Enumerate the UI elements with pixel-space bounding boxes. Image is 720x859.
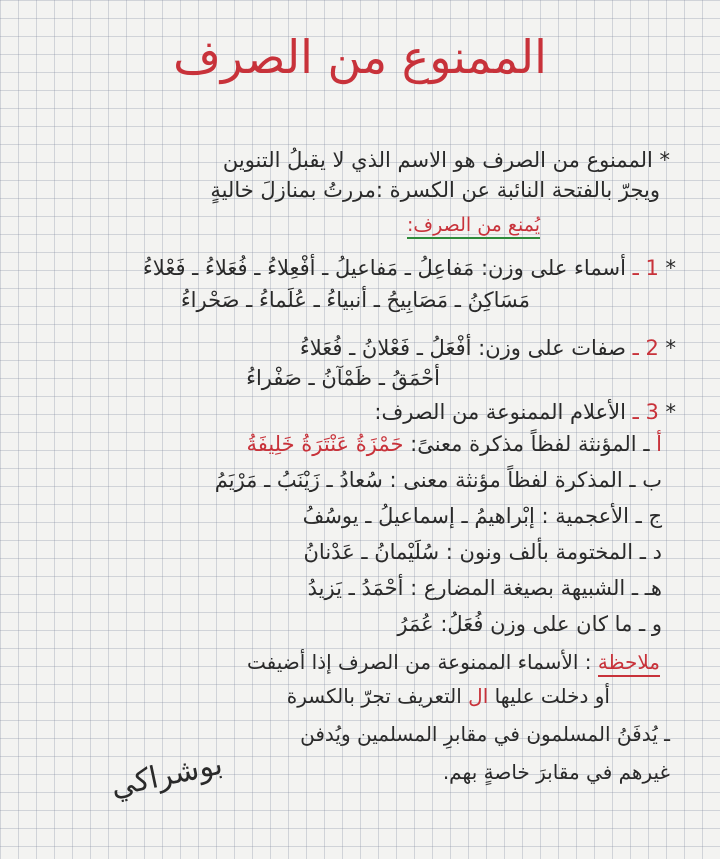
- item-1-line-1: * 1 ـ أسماء على وزن: مَفاعِلُ ـ مَفاعيلُ ـ أفْعِلاءُ ـ فُعَلاءُ ـ فَعْلاءُ: [142, 256, 676, 280]
- definition-text-2: ويجرّ بالفتحة النائبة عن الكسرة :مررتُ بمنازلَ خاليةٍ: [210, 178, 660, 202]
- item-1-examples-2: مَسَاكِنُ ـ مَصَابِيحُ ـ أنبياءُ ـ عُلَماءُ ـ صَحْراءُ: [180, 288, 530, 312]
- item-3-heading: * 3 ـ الأعلام الممنوعة من الصرف:: [374, 400, 676, 424]
- item-1-label: أسماء على وزن:: [480, 256, 626, 280]
- note-line-1: ملاحظة : الأسماء الممنوعة من الصرف إذا أضيفت: [247, 650, 660, 674]
- definition-line-1: [223, 148, 670, 173]
- subheading: يُمنع من الصرف:: [407, 214, 540, 237]
- item-2-label: صفات على وزن:: [478, 336, 626, 360]
- definition-text-1: الممنوع من الصرف هو الاسم الذي لا يقبلُ التنوين: [222, 148, 653, 172]
- item-3-sub-f: و ـ ما كان على وزن فُعَلُ: عُمَرُ: [397, 612, 662, 636]
- item-3-label: الأعلام الممنوعة من الصرف:: [374, 400, 626, 424]
- definition-line-2: [210, 178, 660, 203]
- item-2-line-1: * 2 ـ صفات على وزن: أفْعَلُ ـ فَعْلانُ ـ فُعَلاءُ: [299, 336, 676, 360]
- item-2-line-2: [246, 366, 440, 391]
- note-line-2: أو دخلت عليها ال التعريف تجرّ بالكسرة: [286, 684, 610, 708]
- item-1-number: 1: [645, 256, 659, 280]
- item-3-sub-b: ب ـ المذكرة لفظاً مؤنثة معنى : سُعادُ ـ زَيْنَبُ ـ مَرْيَمُ: [214, 468, 662, 492]
- item-3-number: 3: [645, 400, 659, 424]
- signature: بوشراكي: [107, 746, 226, 805]
- item-2-examples-2: أحْمَقُ ـ ظَمْآنُ ـ صَفْراءُ: [246, 366, 440, 390]
- note-line-3: ـ يُدفَنُ المسلمون في مقابرِ المسلمين ويُدفن: [300, 722, 670, 746]
- item-3-sub-a: أ ـ المؤنثة لفظاً مذكرة معنىً: حَمْزَةُ عَنْتَرَةُ خَلِيفَةُ: [246, 432, 662, 456]
- item-3-sub-d: د ـ المختومة بألف ونون : سُلَيْمانُ ـ عَدْنانُ: [303, 540, 662, 564]
- note-label: ملاحظة: [598, 650, 660, 677]
- item-3-sub-e: هـ ـ الشبيهة بصيغة المضارع : أحْمَدُ ـ يَزيدُ: [307, 576, 662, 600]
- item-3-sub-c: ج ـ الأعجمية : إبْراهيمُ ـ إسماعيلُ ـ يوسُفُ: [302, 504, 662, 528]
- note-line-4: غيرهم في مقابرَ خاصةٍ بهم.: [442, 760, 670, 784]
- star-bullet: *: [659, 148, 670, 172]
- item-2-number: 2: [645, 336, 659, 360]
- item-1-examples-1: مَفاعِلُ ـ مَفاعيلُ ـ أفْعِلاءُ ـ فُعَلاءُ ـ فَعْلاءُ: [142, 256, 475, 280]
- item-2-examples-1: أفْعَلُ ـ فَعْلانُ ـ فُعَلاءُ: [299, 336, 472, 360]
- page-title: الممنوع من الصرف: [173, 30, 547, 84]
- item-1-line-2: [181, 288, 530, 313]
